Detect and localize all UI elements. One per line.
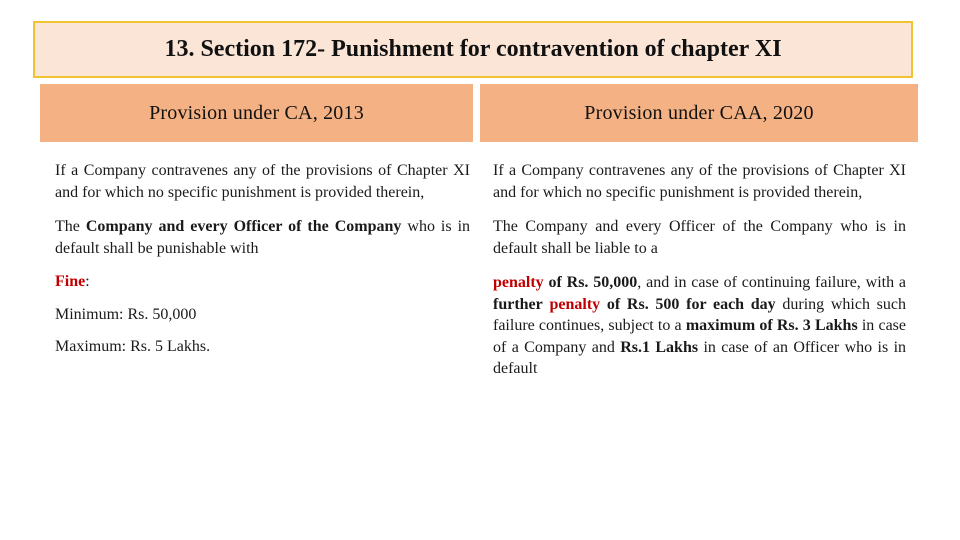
header-ca-2013: Provision under CA, 2013 xyxy=(40,84,473,142)
slide-title: 13. Section 172- Punishment for contravention of chapter XI xyxy=(33,21,913,78)
header-caa-2020: Provision under CAA, 2020 xyxy=(480,84,918,142)
left-liability-pre: The xyxy=(55,218,86,235)
daily-penalty: of Rs. 500 for each day xyxy=(600,295,776,313)
left-fine-heading xyxy=(55,271,470,293)
penalty-text-2: during which such failure continues, subject to a xyxy=(493,295,907,334)
column-caa-2020 xyxy=(493,160,906,380)
column-ca-2013 xyxy=(55,160,470,358)
penalty-amount: of Rs. 50,000 xyxy=(543,274,638,291)
left-liability-post: who is in default shall be punishable with xyxy=(55,218,471,257)
penalty-text-1: , and in case of continuing failure, with a xyxy=(637,274,907,291)
penalty-text-4: in case of an Officer who is in default xyxy=(493,338,907,377)
maximum-officer: Rs.1 Lakhs xyxy=(620,338,699,356)
left-paragraph-contravention: If a Company contravenes any of the provisions of Chapter XI and for which no specific punishment is provided therein, xyxy=(55,162,470,201)
right-paragraph-liability: The Company and every Officer of the Company who is in default shall be liable to a xyxy=(493,218,906,257)
penalty-word-1: penalty xyxy=(493,274,544,291)
fine-word: Fine xyxy=(55,273,86,290)
right-paragraph-penalty xyxy=(493,272,906,380)
left-fine-maximum: Maximum: Rs. 5 Lakhs. xyxy=(55,338,211,355)
penalty-text-3: in case of a Company and xyxy=(493,317,907,356)
penalty-word-2: penalty xyxy=(549,295,601,313)
left-paragraph-liability xyxy=(55,216,470,259)
maximum-company: maximum of Rs. 3 Lakhs xyxy=(685,317,858,334)
fine-colon: : xyxy=(85,273,90,290)
left-liability-bold: Company and every Officer of the Company xyxy=(85,218,402,235)
left-fine-minimum: Minimum: Rs. 50,000 xyxy=(55,305,197,323)
further-word: further xyxy=(493,295,543,313)
right-paragraph-contravention: If a Company contravenes any of the provisions of Chapter XI and for which no specific punishment is provided therein, xyxy=(493,162,906,201)
